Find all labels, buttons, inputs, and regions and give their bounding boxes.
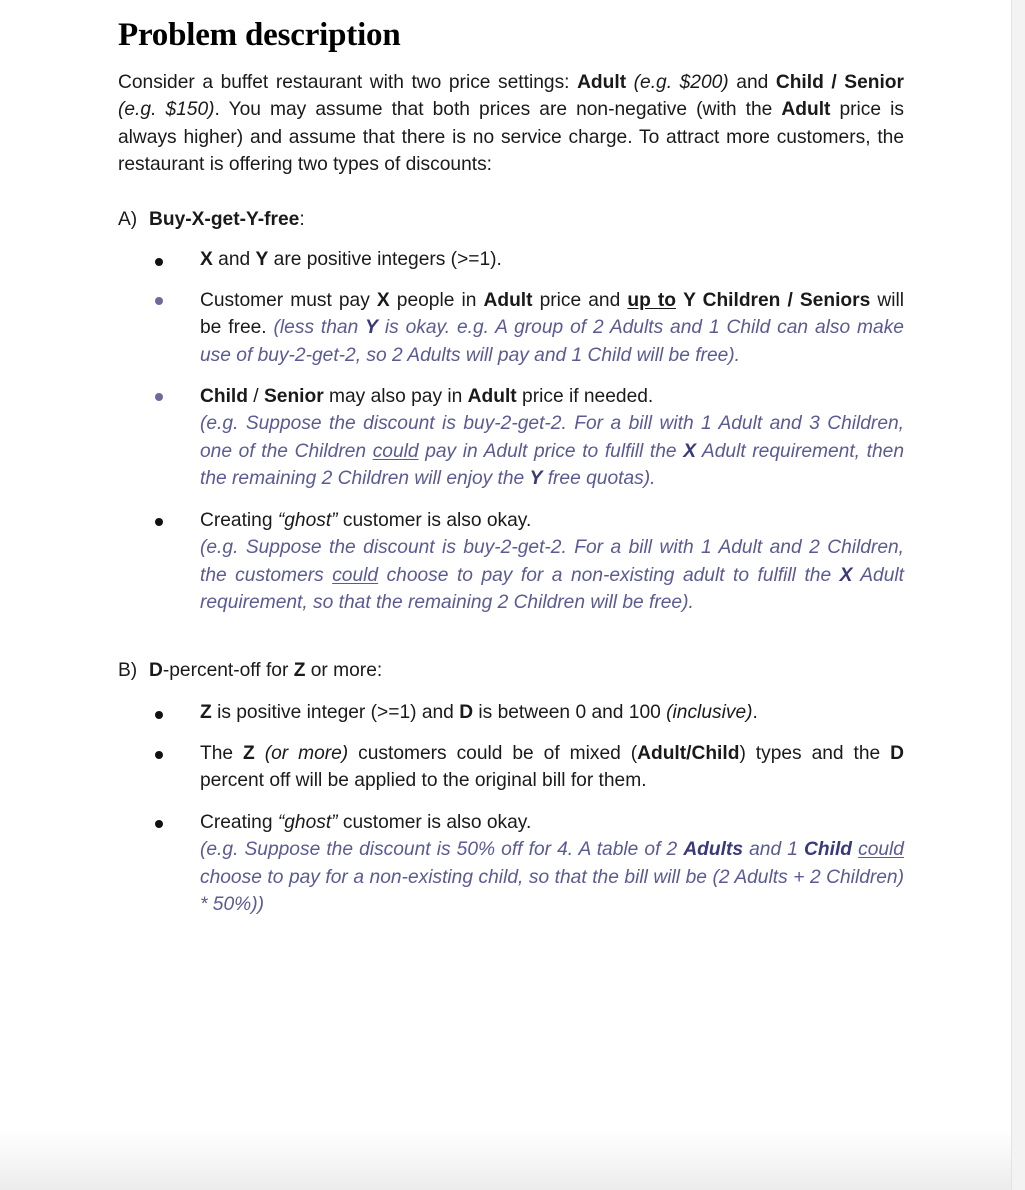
section-a-bullet-1: X and Y are positive integers (>=1). (200, 249, 502, 270)
section-a-bullet-2: Customer must pay X people in Adult price and up to Y Children / Seniors will be free. (less than Y is okay. e.g. A group of 2 Adults and 1 Child can also make use of buy-2-get-2, so 2 Adults will pay and 1 Child will be free). (200, 290, 904, 366)
bullet-dot (155, 393, 163, 401)
section-b-bullet-2: The Z (or more) customers could be of mixed (Adult/Child) types and the D percent off will be applied to the original bill for them. (200, 743, 904, 792)
section-a-heading: A) Buy-X-get-Y-free: (118, 209, 305, 230)
intro-paragraph: Consider a buffet restaurant with two price settings: Adult (e.g. $200) and Child / Senior (e.g. $150). You may assume that both prices are non-negative (with the Adult price is always higher) and assume that there is no service charge. To attract more customers, the restaurant is offering two types of discounts: (118, 72, 904, 175)
section-b-bullet-3: Creating “ghost” customer is also okay. (e.g. Suppose the discount is 50% off for 4. A table of 2 Adults and 1 Child could choose to pay for a non-existing child, so that the bill will be (2 Adults + 2 Children) * 50%)) (200, 812, 904, 915)
bullet-dot (155, 751, 163, 759)
section-a-bullet-3: Child / Senior may also pay in Adult price if needed. (e.g. Suppose the discount is buy-2-get-2. For a bill with 1 Adult and 3 Children, one of the Children could pay in Adult price to fulfill the X Adult requirement, then the remaining 2 Children will enjoy the Y free quotas). (200, 386, 904, 489)
bullet-dot (155, 258, 163, 266)
bullet-dot (155, 518, 163, 526)
bullet-dot (155, 711, 163, 719)
page-title: Problem description (118, 17, 401, 53)
vertical-scrollbar[interactable] (1011, 0, 1025, 1190)
bullet-dot (155, 820, 163, 828)
bullet-dot (155, 297, 163, 305)
section-b-heading: B) D-percent-off for Z or more: (118, 660, 383, 681)
section-a-bullet-4: Creating “ghost” customer is also okay. (e.g. Suppose the discount is buy-2-get-2. For a bill with 1 Adult and 2 Children, the customers could choose to pay for a non-existing adult to fulfill the X Adult requirement, so that the remaining 2 Children will be free). (200, 510, 904, 613)
section-b-bullet-1: Z is positive integer (>=1) and D is between 0 and 100 (inclusive). (200, 702, 758, 723)
page-bottom-shade (0, 1130, 1012, 1190)
